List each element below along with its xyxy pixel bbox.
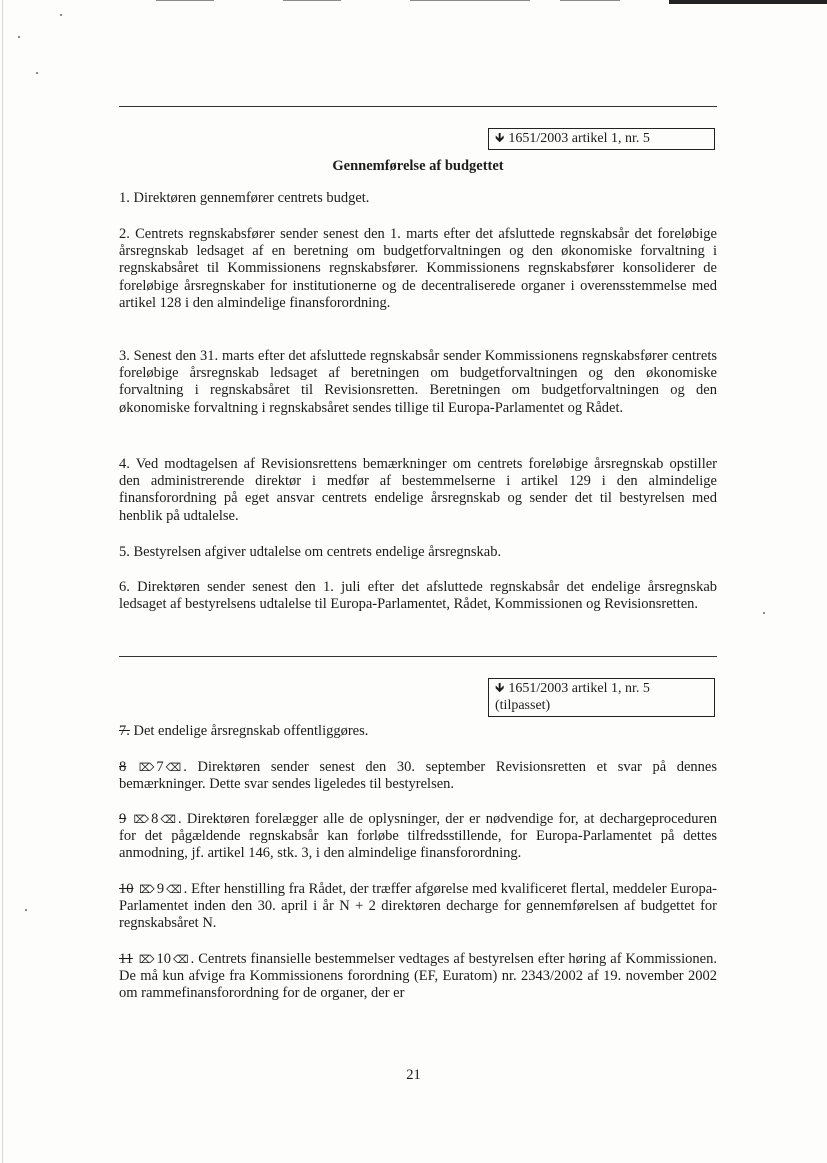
insert-end-marker-icon: ⌫: [166, 883, 182, 896]
struck-number: 7.: [119, 723, 130, 739]
scan-edge: [410, 0, 530, 1]
page-number: 21: [406, 1067, 421, 1083]
new-number: 8: [151, 811, 159, 827]
paragraph-5: [119, 544, 717, 561]
insert-end-marker-icon: ⌫: [165, 761, 182, 774]
reference-text: 1651/2003 artikel 1, nr. 5: [508, 681, 650, 696]
paragraph-text: Direktøren sender senest den 1. juli efter det afsluttede regnskabsår det endelige årsregnskab ledsaget af bestyrelsens udtalelse til Europa-Parlamentet, Rådet, Kommissionen og Revisionsretten.: [119, 579, 718, 613]
paragraph-6: [119, 579, 717, 613]
paragraph-number: 4.: [119, 456, 130, 472]
paragraph-text: Direktøren forelægger alle de oplysninger, der er nødvendige for, at dechargeproceduren for det pågældende regnskabsår kan forløbe tilfredsstillende, for Europa-Parlamentet på dettes anmodning, jf. artikel 146, stk. 3, i den almindelige finansforordning.: [119, 811, 718, 862]
section-heading: Gennemførelse af budgettet: [332, 158, 504, 174]
down-arrow-icon: 🡻: [495, 131, 505, 146]
down-arrow-icon: 🡻: [495, 681, 505, 696]
paragraph-number: 3.: [119, 348, 130, 364]
struck-number: 11: [119, 951, 133, 967]
paragraph-text: Efter henstilling fra Rådet, der træffer afgørelse med kvalificeret flertal, meddeler Europa-Parlamentet inden den 30. april i år N + 2 direktøren decharge for gennemførelsen af budgettet for regnskabsåret N.: [119, 881, 718, 932]
paragraph-number: 6.: [119, 579, 130, 595]
scan-speck: [18, 36, 20, 38]
insert-start-marker-icon: ⌦: [138, 761, 155, 774]
paragraph-renumbered-10: 11 ⌦ 10 ⌫ . Centrets finansielle bestemmelser vedtages af bestyrelsen efter høring af Kommissionen. De må kun afvige fra Kommissionens forordning (EF, Euratom) nr. 2343/2002 af 19. november 2002 om rammefinansforordning for de organer, der er: [119, 951, 717, 1002]
paragraph-renumbered-9: 10 ⌦ 9 ⌫ . Efter henstilling fra Rådet, der træffer afgørelse med kvalificeret flertal, meddeler Europa-Parlamentet inden den 30. april i år N + 2 direktøren decharge for gennemførelsen af budgettet for regnskabsåret N.: [119, 881, 718, 932]
paragraph-text: Senest den 31. marts efter det afsluttede regnskabsår sender Kommissionens regnskabsfører centrets foreløbige årsregnskab ledsaget af beretningen om budgetforvaltningen og den økonomiske forvaltning i regnskabsåret til Revisionsretten. Beretningen om budgetforvaltningen og den økonomiske forvaltning i regnskabsåret sendes tillige til Europa-Parlamentet og Rådet.: [119, 348, 717, 416]
paragraph-text: Direktøren sender senest den 30. september Revisionsretten et svar på dennes bemærkninger. Dette svar sendes ligeledes til bestyrelsen.: [119, 759, 718, 793]
scan-edge: [560, 0, 620, 1]
separator-rule: [119, 106, 717, 107]
struck-number: 10: [119, 881, 134, 897]
paragraph-text: Ved modtagelsen af Revisionsrettens bemærkninger om centrets foreløbige årsregnskab opstiller den administrerende direktør i medfør af bestemmelserne i artikel 129 i den almindelige finansforordning på eget ansvar centrets endelige årsregnskab og sender det til bestyrelsen med henblik på udtalelse.: [119, 456, 717, 524]
new-number: 7: [156, 759, 164, 775]
struck-number: 8: [119, 759, 127, 775]
paragraph-number: 5.: [119, 544, 130, 560]
scan-margin: [2, 0, 3, 1163]
paragraph-text: Centrets finansielle bestemmelser vedtages af bestyrelsen efter høring af Kommissionen. De må kun afvige fra Kommissionens forordning (EF, Euratom) nr. 2343/2002 af 19. november 2002 om rammefinansforordning for de organer, der er: [119, 951, 717, 1002]
insert-start-marker-icon: ⌦: [138, 953, 155, 966]
paragraph-text: Centrets regnskabsfører sender senest den 1. marts efter det afsluttede regnskabsår det foreløbige årsregnskab ledsaget af en beretning om budgetforvaltningen og den økonomiske forvaltning i regnskabsåret til Kommissionens regnskabsfører. Kommissionens regnskabsfører konsoliderer de foreløbige årsregnskaber for institutionerne og de decentraliserede organer i overensstemmelse med artikel 128 i den almindelige finansforordning.: [119, 226, 717, 311]
paragraph-3: [119, 348, 717, 417]
scan-speck: [36, 72, 38, 74]
amendment-reference-box-adapted: [488, 678, 715, 717]
separator-rule: [119, 656, 717, 657]
reference-text: 1651/2003 artikel 1, nr. 5: [508, 131, 650, 146]
new-number: 10: [156, 951, 172, 967]
paragraph-renumbered-7: 8 ⌦ 7 ⌫ . Direktøren sender senest den 30. september Revisionsretten et svar på dennes bemærkninger. Dette svar sendes ligeledes til bestyrelsen.: [119, 759, 718, 793]
scan-speck: [25, 909, 27, 911]
new-number: 9: [156, 881, 165, 897]
reference-subtext: (tilpasset): [495, 698, 551, 713]
paragraph-2: [119, 226, 717, 312]
scan-edge: [156, 0, 214, 1]
paragraph-number: 1.: [119, 190, 130, 206]
insert-end-marker-icon: ⌫: [160, 813, 176, 826]
paragraph-1: [119, 190, 717, 207]
struck-number: 9: [119, 811, 127, 827]
paragraph-text: Bestyrelsen afgiver udtalelse om centrets endelige årsregnskab.: [133, 544, 502, 560]
insert-start-marker-icon: ⌦: [139, 883, 155, 896]
scan-speck: [60, 14, 62, 16]
paragraph-text: Det endelige årsregnskab offentliggøres.: [133, 723, 369, 739]
amendment-reference-box: [488, 128, 715, 150]
paragraph-7-deleted-number: [119, 723, 717, 740]
insert-start-marker-icon: ⌦: [133, 813, 150, 826]
scan-edge: [283, 0, 341, 1]
paragraph-text: Direktøren gennemfører centrets budget.: [133, 190, 370, 206]
scan-edge-bar: [669, 0, 827, 4]
insert-end-marker-icon: ⌫: [173, 953, 189, 966]
paragraph-number: 2.: [119, 226, 130, 242]
scan-speck: [763, 612, 765, 614]
paragraph-renumbered-8: 9 ⌦ 8 ⌫ . Direktøren forelægger alle de oplysninger, der er nødvendige for, at dechargeproceduren for det pågældende regnskabsår kan forløbe tilfredsstillende, for Europa-Parlamentet på dettes anmodning, jf. artikel 146, stk. 3, i den almindelige finansforordning.: [119, 811, 718, 862]
paragraph-4: [119, 456, 717, 525]
